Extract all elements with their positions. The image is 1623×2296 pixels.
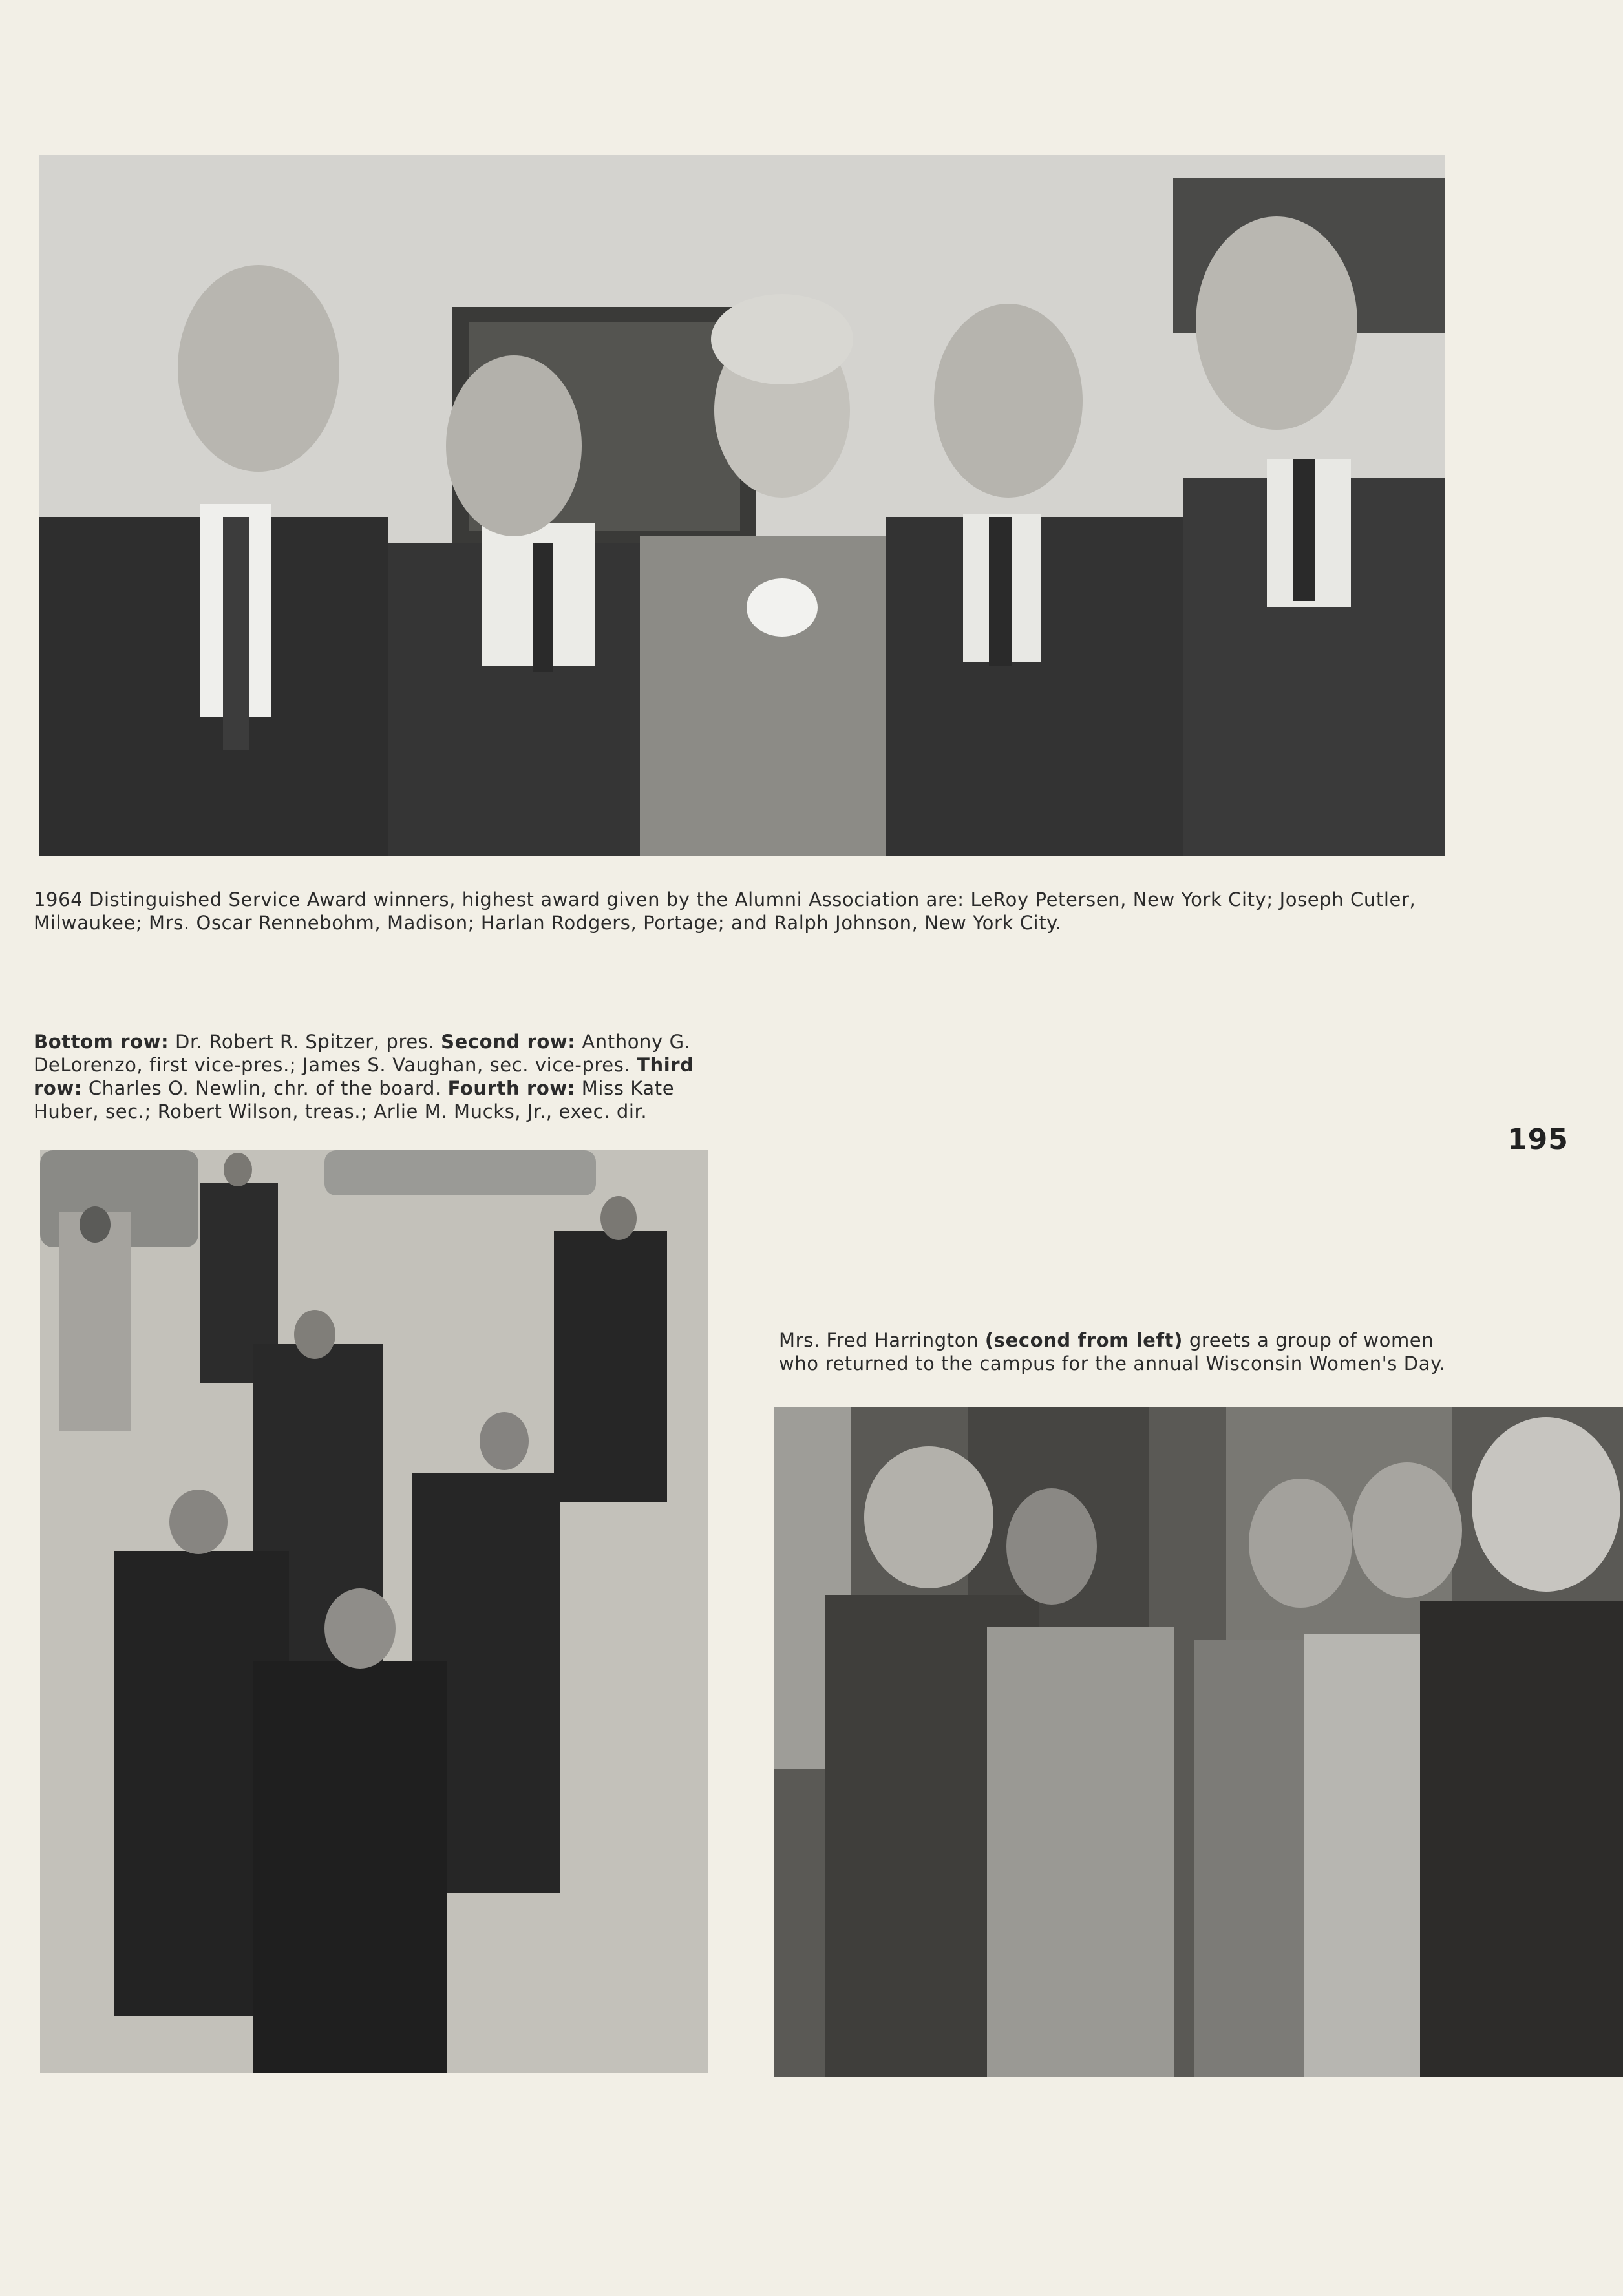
page-number: 195 — [1507, 1123, 1569, 1156]
womens-day-caption — [779, 1329, 1461, 1375]
officers-caption — [34, 1030, 712, 1123]
womens-day-caption-end: greets a group of women who returned to the campus for the annual Wisconsin Women's Day. — [779, 1329, 1446, 1374]
officers-photo — [40, 1150, 708, 2073]
caption-text-bottom-row: Dr. Robert R. Spitzer, pres. — [169, 1031, 441, 1053]
award-winners-caption: 1964 Distinguished Service Award winners, highest award given by the Alumni Association are: LeRoy Petersen, New York City; Joseph Cutler, Milwaukee; Mrs. Oscar Rennebohm, Madison; Harlan Rodgers, Portage; and Ralph Johnson, New York City. — [34, 889, 1416, 934]
caption-label-fourth-row: Fourth row: — [447, 1077, 575, 1099]
womens-day-caption-start: Mrs. Fred Harrington — [779, 1329, 985, 1351]
womens-day-photo — [774, 1407, 1623, 2077]
womens-day-caption-bold: (second from left) — [984, 1329, 1183, 1351]
caption-label-third-row: Third row: — [34, 1054, 694, 1099]
caption-label-bottom-row: Bottom row: — [34, 1031, 169, 1053]
caption-text-fourth-row: Miss Kate Huber, sec.; Robert Wilson, treas.; Arlie M. Mucks, Jr., exec. dir. — [34, 1077, 675, 1122]
award-winners-photo — [39, 155, 1445, 856]
caption-label-second-row: Second row: — [441, 1031, 576, 1053]
caption-text-second-row: Anthony G. DeLorenzo, first vice-pres.; James S. Vaughan, sec. vice-pres. — [34, 1031, 691, 1076]
caption-text-third-row: Charles O. Newlin, chr. of the board. — [82, 1077, 448, 1099]
